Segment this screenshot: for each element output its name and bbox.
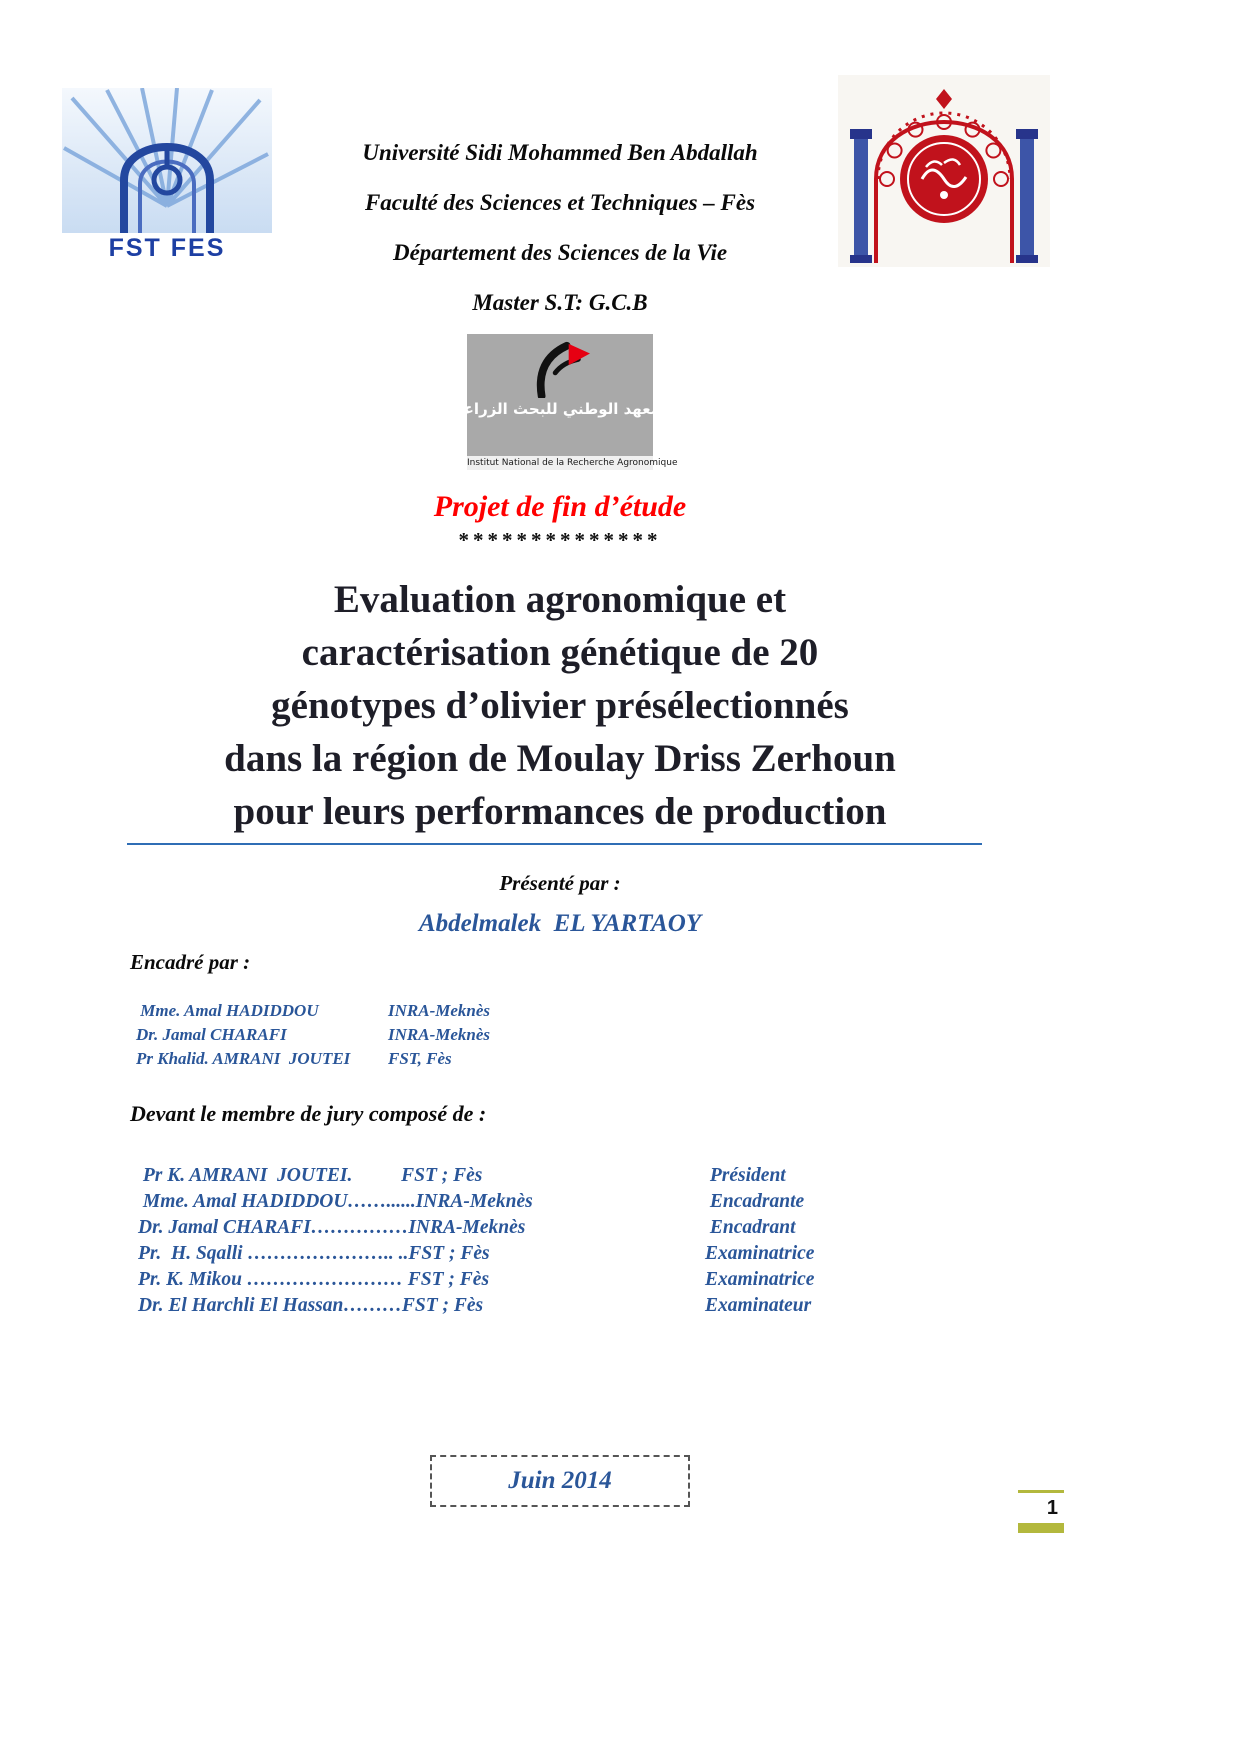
supervisor-affiliation: INRA-Meknès (388, 1001, 491, 1020)
thesis-title-line: caractérisation génétique de 20 (301, 631, 819, 674)
jury-member-row (0, 1189, 1120, 1215)
faculty-name: Faculté des Sciences et Techniques – Fès (364, 190, 756, 215)
date-box (430, 1455, 690, 1507)
thesis-title (0, 573, 1120, 838)
thesis-title-line: pour leurs performances de production (233, 790, 887, 833)
jury-heading: Devant le membre de jury composé de : (130, 1101, 487, 1126)
jury-list (0, 1163, 1120, 1319)
inra-plant-icon (525, 340, 595, 398)
jury-member-role: Examinateur (705, 1295, 812, 1316)
jury-member-role: Encadrant (705, 1217, 796, 1238)
jury-member-entry: Dr. Jamal CHARAFI……………INRA-Meknès (138, 1217, 526, 1238)
jury-member-role: Examinatrice (705, 1269, 815, 1290)
supervisor-name: Mme. Amal HADIDDOU (136, 1001, 319, 1020)
supervisor-row (0, 999, 1120, 1023)
supervisor-name: Pr Khalid. AMRANI JOUTEI (136, 1049, 351, 1068)
jury-member-role: Président (705, 1165, 786, 1186)
master-program: Master S.T: G.C.B (472, 290, 648, 315)
page-number-block (1018, 1490, 1064, 1533)
inra-logo (448, 334, 678, 470)
jury-member-entry: Pr K. AMRANI JOUTEI. FST ; Fès (138, 1165, 483, 1186)
jury-member-row (0, 1241, 1120, 1267)
stars-separator: ************** (458, 528, 662, 552)
jury-member-row (0, 1163, 1120, 1189)
page-number: 1 (1046, 1497, 1058, 1519)
page-number-rule-bottom (1018, 1523, 1064, 1533)
institution-header (0, 0, 1120, 328)
jury-member-row (0, 1293, 1120, 1319)
thesis-title-line: Evaluation agronomique et (333, 578, 787, 621)
supervisor-row (0, 1023, 1120, 1047)
jury-member-entry: Pr. K. Mikou …………………… FST ; Fès (138, 1269, 490, 1290)
jury-member-row (0, 1267, 1120, 1293)
supervisor-row (0, 1047, 1120, 1071)
jury-member-entry: Mme. Amal HADIDDOU……......INRA-Meknès (138, 1191, 533, 1212)
department-name: Département des Sciences de la Vie (392, 240, 728, 265)
thesis-title-line: génotypes d’olivier présélectionnés (271, 684, 849, 727)
fst-logo-text: FST FES (108, 234, 226, 262)
university-name: Université Sidi Mohammed Ben Abdallah (362, 140, 758, 165)
jury-member-entry: Dr. El Harchli El Hassan………FST ; Fès (138, 1295, 484, 1316)
defense-date: Juin 2014 (508, 1467, 612, 1494)
jury-member-row (0, 1215, 1120, 1241)
jury-member-role: Encadrante (705, 1191, 805, 1212)
title-underline (127, 843, 982, 845)
supervisors-list (0, 999, 1120, 1071)
project-type-label: Projet de fin d’étude (433, 490, 687, 523)
supervisor-name: Dr. Jamal CHARAFI (136, 1025, 287, 1044)
jury-member-role: Examinatrice (705, 1243, 815, 1264)
supervised-by-label: Encadré par : (130, 950, 251, 974)
inra-arabic-name: المعهد الوطني للبحث الزراعي (448, 400, 672, 418)
thesis-title-line: dans la région de Moulay Driss Zerhoun (224, 737, 896, 780)
jury-member-entry: Pr. H. Sqalli ………………….. ..FST ; Fès (138, 1243, 490, 1264)
supervisor-affiliation: FST, Fès (388, 1049, 452, 1068)
presented-by-label: Présenté par : (499, 871, 621, 895)
author-name: Abdelmalek EL YARTAOY (418, 910, 702, 937)
supervisor-affiliation: INRA-Meknès (388, 1025, 491, 1044)
inra-french-name: Institut National de la Recherche Agronomique (467, 458, 678, 468)
